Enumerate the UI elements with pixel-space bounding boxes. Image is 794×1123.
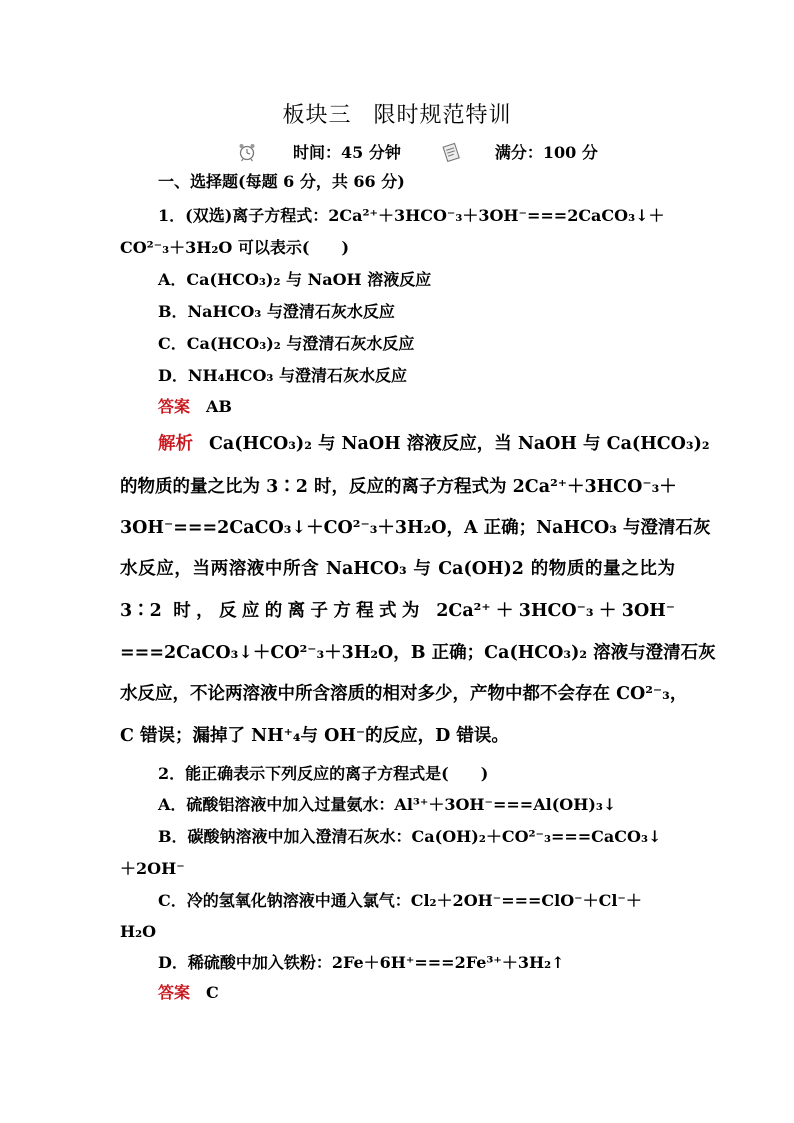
question-1-stem-cont: CO²⁻₃＋3H₂O 可以表示( ) bbox=[120, 238, 350, 257]
page-title bbox=[0, 98, 794, 129]
title-part2: 限时规范特训 bbox=[373, 103, 512, 128]
question-1-option-a: A．Ca(HCO₃)₂ 与 NaOH 溶液反应 bbox=[158, 270, 432, 289]
question-2-stem: 2．能正确表示下列反应的离子方程式是( ) bbox=[158, 764, 489, 783]
question-1-option-c: C．Ca(HCO₃)₂ 与澄清石灰水反应 bbox=[158, 334, 415, 353]
question-2-option-b: B．碳酸钠溶液中加入澄清石灰水：Ca(OH)₂＋CO²⁻₃===CaCO₃↓ bbox=[158, 827, 662, 846]
explanation-line-1 bbox=[158, 434, 710, 454]
document-icon bbox=[441, 142, 461, 162]
answer-2 bbox=[158, 983, 219, 1003]
explanation-line-2: 的物质的量之比为 3∶2 时，反应的离子方程式为 2Ca²⁺＋3HCO⁻₃＋ bbox=[120, 477, 677, 497]
question-2-option-c: C．冷的氢氧化钠溶液中通入氯气：Cl₂＋2OH⁻===ClO⁻＋Cl⁻＋ bbox=[158, 891, 642, 910]
title-part1: 板块三 bbox=[282, 103, 352, 128]
explanation-line-3: 3OH⁻===2CaCO₃↓＋CO²⁻₃＋3H₂O，A 正确；NaHCO₃ 与澄清石灰 bbox=[120, 518, 711, 538]
answer-2-value: C bbox=[206, 983, 219, 1002]
question-1-option-b: B．NaHCO₃ 与澄清石灰水反应 bbox=[158, 302, 395, 321]
explanation-text-1: Ca(HCO₃)₂ 与 NaOH 溶液反应，当 NaOH 与 Ca(HCO₃)₂ bbox=[209, 434, 710, 454]
explanation-line-7: 水反应，不论两溶液中所含溶质的相对多少，产物中都不会存在 CO²⁻₃， bbox=[120, 684, 688, 704]
explanation-line-4: 水反应，当两溶液中所含 NaHCO₃ 与 Ca(OH)2 的物质的量之比为 bbox=[120, 559, 675, 579]
explanation-line-6: ===2CaCO₃↓＋CO²⁻₃＋3H₂O，B 正确；Ca(HCO₃)₂ 溶液与澄清石灰 bbox=[120, 643, 716, 663]
answer-1 bbox=[158, 397, 232, 417]
answer-value: AB bbox=[206, 397, 232, 416]
exam-time: 时间：45 分钟 bbox=[293, 143, 401, 162]
question-1-option-d: D．NH₄HCO₃ 与澄清石灰水反应 bbox=[158, 366, 407, 385]
exam-score: 满分：100 分 bbox=[494, 143, 598, 162]
explanation-label: 解析 bbox=[158, 434, 193, 454]
exam-meta bbox=[237, 140, 598, 162]
alarm-clock-icon bbox=[237, 142, 257, 162]
question-2-option-d: D．稀硫酸中加入铁粉：2Fe＋6H⁺===2Fe³⁺＋3H₂↑ bbox=[158, 953, 565, 972]
question-2-option-a: A．硫酸铝溶液中加入过量氨水：Al³⁺＋3OH⁻===Al(OH)₃↓ bbox=[158, 795, 617, 814]
section-heading: 一、选择题(每题 6 分，共 66 分) bbox=[158, 172, 405, 191]
question-2-option-c-cont: H₂O bbox=[120, 922, 157, 941]
answer-2-label: 答案 bbox=[158, 983, 191, 1002]
explanation-line-8: C 错误；漏掉了 NH⁺₄与 OH⁻的反应，D 错误。 bbox=[120, 726, 509, 746]
question-1-stem: 1．(双选)离子方程式：2Ca²⁺＋3HCO⁻₃＋3OH⁻===2CaCO₃↓＋ bbox=[158, 206, 665, 225]
explanation-line-5: 3∶2 时，反应的离子方程式为 2Ca²⁺＋3HCO⁻₃＋3OH⁻ bbox=[120, 601, 675, 621]
answer-label: 答案 bbox=[158, 397, 191, 416]
question-2-option-b-cont: ＋2OH⁻ bbox=[120, 859, 185, 878]
